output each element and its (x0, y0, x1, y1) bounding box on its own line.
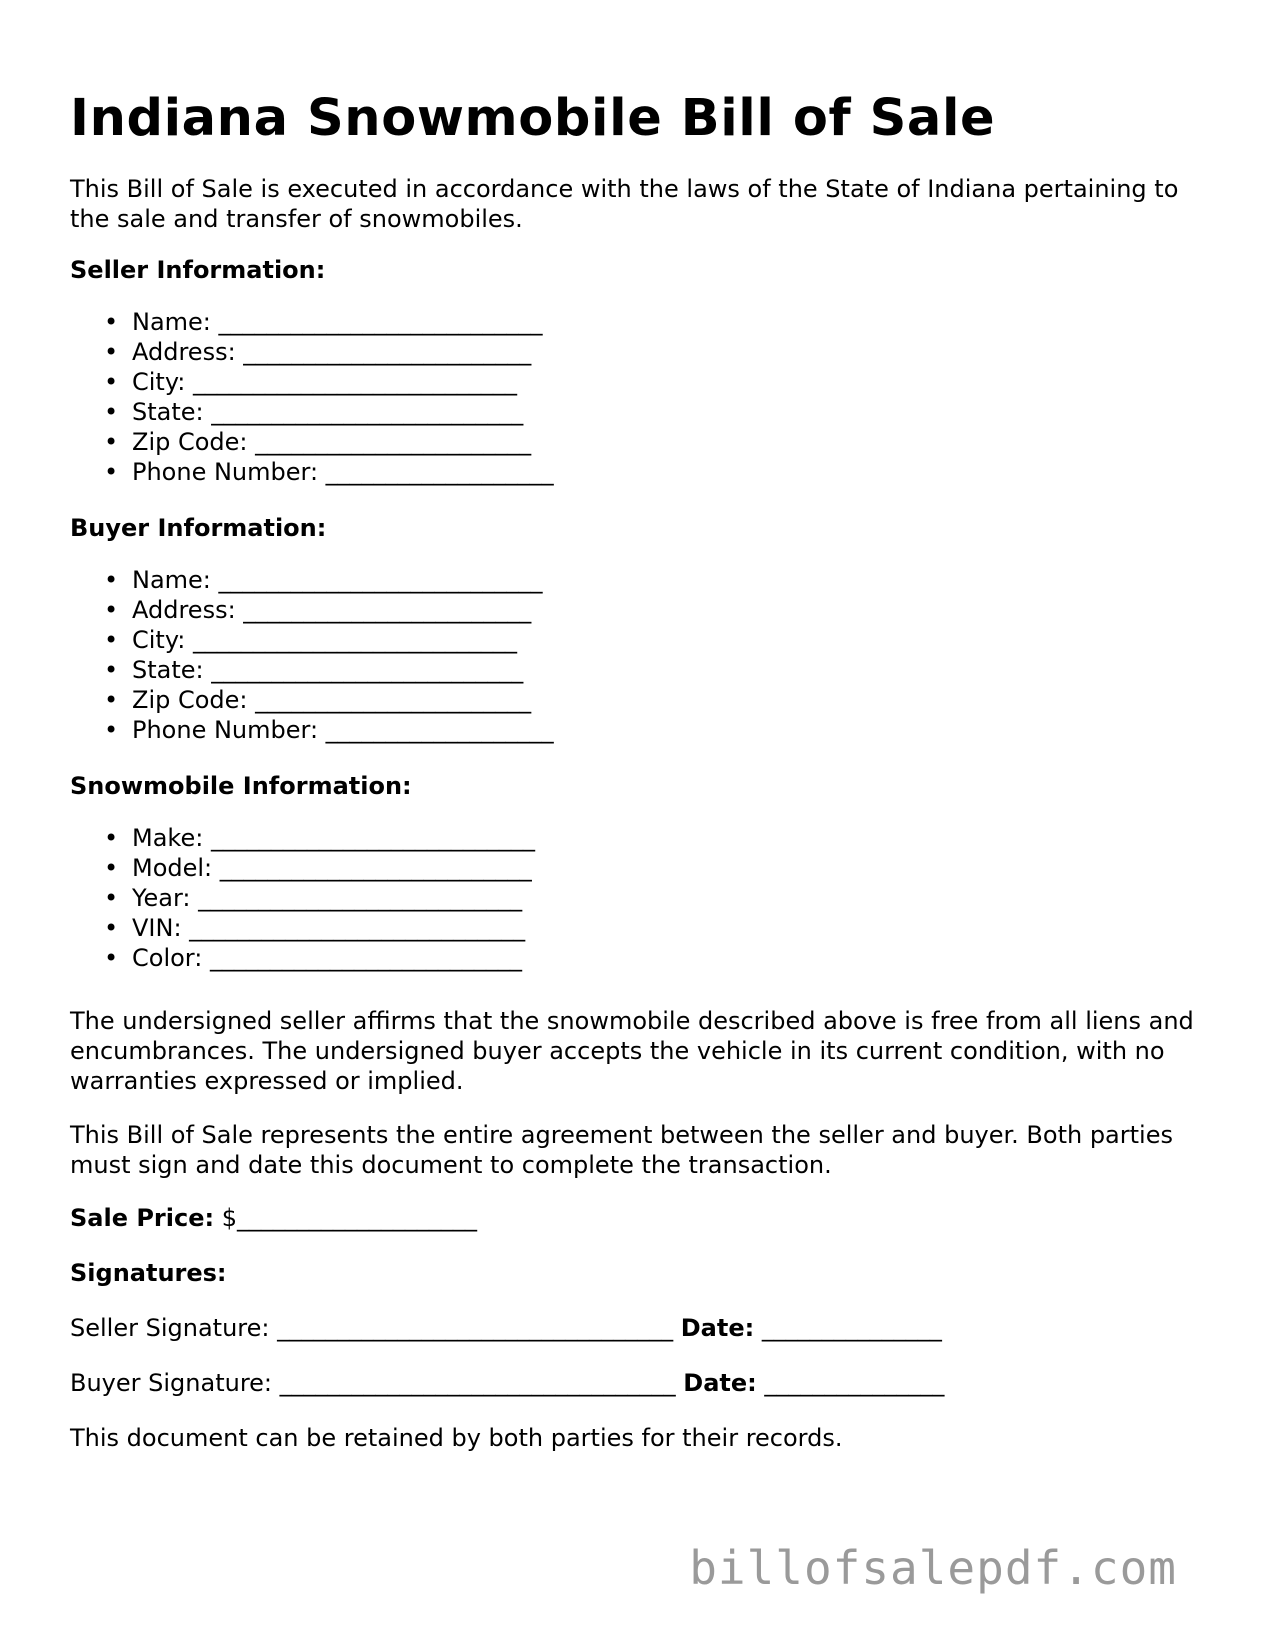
buyer-state-field: • State: __________________________ (70, 655, 554, 685)
seller-state-field: • State: __________________________ (70, 397, 554, 427)
buyer-city-field: • City: ___________________________ (70, 625, 554, 655)
closing-paragraph: This document can be retained by both parties for their records. (70, 1424, 843, 1452)
buyer-name-field: • Name: ___________________________ (70, 565, 554, 595)
seller-name-field: • Name: ___________________________ (70, 307, 554, 337)
snowmobile-vin-field: • VIN: ____________________________ (70, 913, 535, 943)
snowmobile-model-field: • Model: __________________________ (70, 853, 535, 883)
snowmobile-heading: Snowmobile Information: (70, 772, 412, 800)
page-title: Indiana Snowmobile Bill of Sale (70, 89, 996, 148)
seller-signature-line (70, 1313, 942, 1343)
seller-date-line: _______________ (761, 1314, 942, 1342)
seller-date-label: Date: (680, 1314, 755, 1342)
seller-zip-field: • Zip Code: _______________________ (70, 427, 554, 457)
intro-paragraph: This Bill of Sale is executed in accordance with the laws of the State of Indiana pertaining to the sale and transfer of snowmobiles. (70, 175, 1179, 233)
seller-signature-label: Seller Signature: _________________________________ (70, 1314, 674, 1342)
snowmobile-color-field: • Color: __________________________ (70, 943, 535, 973)
buyer-address-field: • Address: ________________________ (70, 595, 554, 625)
affirmation-paragraph: The undersigned seller affirms that the snowmobile described above is free from all liens and encumbrances. The undersigned buyer accepts the vehicle in its current condition, with no warranties expressed or implied. (70, 1007, 1194, 1095)
sale-price-value: $____________________ (221, 1204, 478, 1232)
snowmobile-year-field: • Year: ___________________________ (70, 883, 535, 913)
sale-price-line (70, 1203, 477, 1233)
buyer-signature-label: Buyer Signature: _________________________________ (70, 1369, 676, 1397)
buyer-date-line: _______________ (764, 1369, 945, 1397)
seller-city-field: • City: ___________________________ (70, 367, 554, 397)
signatures-heading: Signatures: (70, 1259, 227, 1287)
agreement-paragraph: This Bill of Sale represents the entire agreement between the seller and buyer. Both parties must sign and date this document to complete the transaction. (70, 1121, 1173, 1179)
buyer-phone-field: • Phone Number: ___________________ (70, 715, 554, 745)
buyer-heading: Buyer Information: (70, 514, 327, 542)
seller-address-field: • Address: ________________________ (70, 337, 554, 367)
snowmobile-fields (70, 823, 535, 973)
buyer-signature-line (70, 1368, 944, 1398)
watermark-text: billofsalepdf.com (689, 1541, 1177, 1595)
buyer-fields (70, 565, 554, 745)
seller-heading: Seller Information: (70, 256, 326, 284)
seller-fields (70, 307, 554, 487)
seller-phone-field: • Phone Number: ___________________ (70, 457, 554, 487)
buyer-date-label: Date: (683, 1369, 757, 1397)
buyer-zip-field: • Zip Code: _______________________ (70, 685, 554, 715)
snowmobile-make-field: • Make: ___________________________ (70, 823, 535, 853)
sale-price-label: Sale Price: (70, 1204, 215, 1232)
